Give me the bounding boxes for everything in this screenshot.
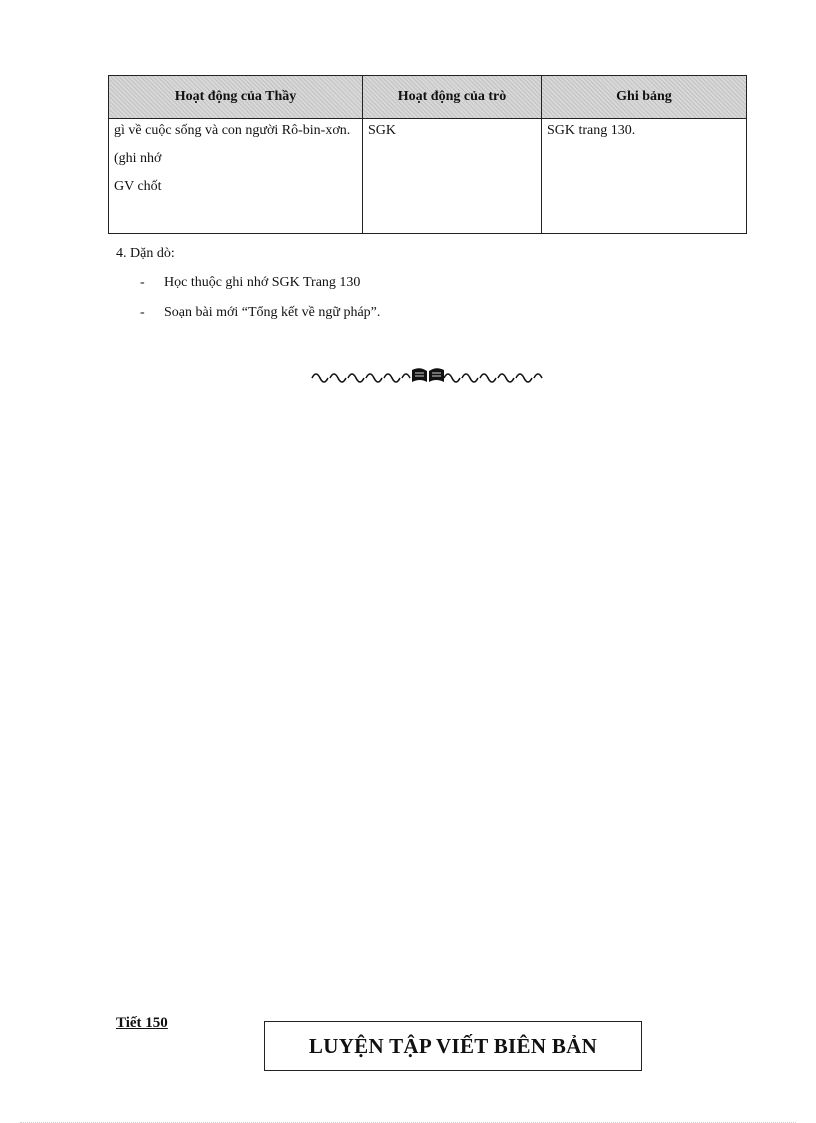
table-header-row bbox=[109, 76, 747, 119]
teacher-line: (ghi nhớ bbox=[114, 151, 162, 166]
list-item bbox=[140, 275, 380, 305]
teacher-line: gì về cuộc sống và con người Rô-bin-xơn. bbox=[114, 123, 351, 138]
student-activity-cell: SGK bbox=[363, 119, 542, 234]
table-row bbox=[109, 119, 747, 234]
lesson-title: LUYỆN TẬP VIẾT BIÊN BẢN bbox=[308, 1033, 598, 1058]
list-item bbox=[140, 305, 380, 335]
teacher-line: GV chốt bbox=[114, 179, 162, 194]
lesson-title-box bbox=[264, 1021, 642, 1071]
decorative-divider-icon bbox=[308, 364, 548, 386]
list-item-text: Soạn bài mới “Tổng kết về ngữ pháp”. bbox=[164, 305, 381, 320]
homework-list bbox=[140, 275, 380, 335]
bullet-dash: - bbox=[140, 305, 145, 320]
lesson-table bbox=[108, 75, 747, 234]
homework-heading: 4. Dặn dò: bbox=[116, 246, 175, 261]
header-board-notes: Ghi bảng bbox=[542, 76, 747, 119]
bullet-dash: - bbox=[140, 275, 145, 290]
teacher-activity-cell bbox=[109, 119, 363, 234]
list-item-text: Học thuộc ghi nhớ SGK Trang 130 bbox=[164, 275, 361, 290]
board-notes-cell: SGK trang 130. bbox=[542, 119, 747, 234]
lesson-number: Tiết 150 bbox=[116, 1015, 168, 1031]
header-teacher-activity: Hoạt động của Thầy bbox=[109, 76, 363, 119]
header-student-activity: Hoạt động của trò bbox=[363, 76, 542, 119]
